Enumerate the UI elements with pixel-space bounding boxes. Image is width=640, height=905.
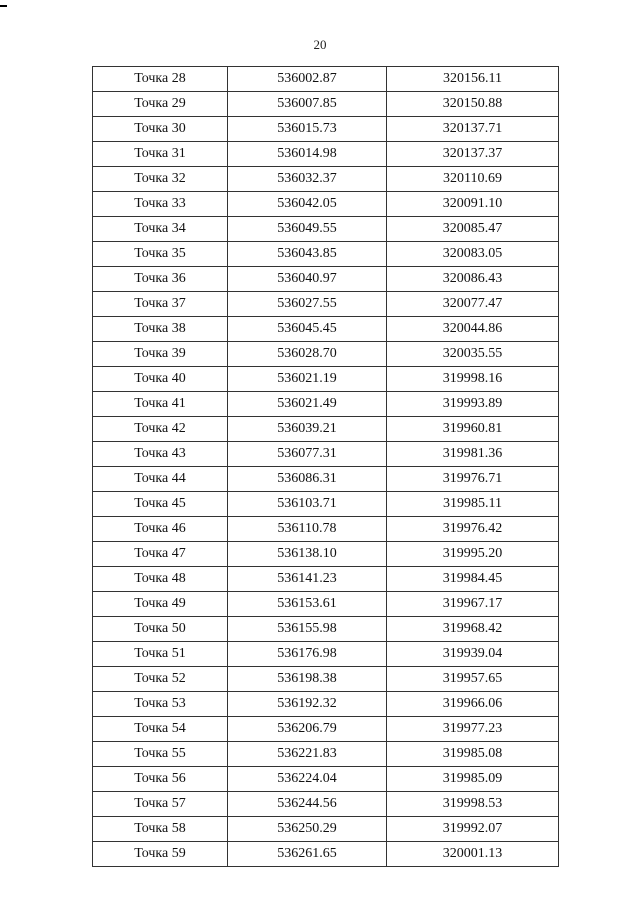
- point-name-cell: Точка 46: [93, 517, 228, 542]
- y-coordinate-cell: 320044.86: [387, 317, 559, 342]
- table-row: [93, 542, 559, 567]
- x-coordinate-cell: 536002.87: [228, 67, 387, 92]
- table-row: [93, 617, 559, 642]
- x-coordinate-cell: 536141.23: [228, 567, 387, 592]
- y-coordinate-cell: 319976.71: [387, 467, 559, 492]
- point-name-cell: Точка 44: [93, 467, 228, 492]
- y-coordinate-cell: 320035.55: [387, 342, 559, 367]
- x-coordinate-cell: 536176.98: [228, 642, 387, 667]
- table-row: [93, 367, 559, 392]
- point-name-cell: Точка 59: [93, 842, 228, 867]
- y-coordinate-cell: 320150.88: [387, 92, 559, 117]
- x-coordinate-cell: 536027.55: [228, 292, 387, 317]
- point-name-cell: Точка 43: [93, 442, 228, 467]
- y-coordinate-cell: 319981.36: [387, 442, 559, 467]
- table-row: [93, 242, 559, 267]
- y-coordinate-cell: 320083.05: [387, 242, 559, 267]
- table-row: [93, 792, 559, 817]
- point-name-cell: Точка 52: [93, 667, 228, 692]
- table-row: [93, 642, 559, 667]
- point-name-cell: Точка 54: [93, 717, 228, 742]
- x-coordinate-cell: 536224.04: [228, 767, 387, 792]
- y-coordinate-cell: 319977.23: [387, 717, 559, 742]
- point-name-cell: Точка 31: [93, 142, 228, 167]
- table-row: [93, 517, 559, 542]
- point-name-cell: Точка 41: [93, 392, 228, 417]
- table-row: [93, 592, 559, 617]
- point-name-cell: Точка 50: [93, 617, 228, 642]
- y-coordinate-cell: 320156.11: [387, 67, 559, 92]
- table-row: [93, 567, 559, 592]
- y-coordinate-cell: 319985.09: [387, 767, 559, 792]
- y-coordinate-cell: 319960.81: [387, 417, 559, 442]
- y-coordinate-cell: 319939.04: [387, 642, 559, 667]
- y-coordinate-cell: 320086.43: [387, 267, 559, 292]
- table-row: [93, 292, 559, 317]
- table-row: [93, 442, 559, 467]
- point-name-cell: Точка 32: [93, 167, 228, 192]
- x-coordinate-cell: 536221.83: [228, 742, 387, 767]
- point-name-cell: Точка 37: [93, 292, 228, 317]
- point-name-cell: Точка 57: [93, 792, 228, 817]
- point-name-cell: Точка 29: [93, 92, 228, 117]
- point-name-cell: Точка 40: [93, 367, 228, 392]
- point-name-cell: Точка 39: [93, 342, 228, 367]
- table-row: [93, 717, 559, 742]
- point-name-cell: Точка 42: [93, 417, 228, 442]
- x-coordinate-cell: 536103.71: [228, 492, 387, 517]
- x-coordinate-cell: 536261.65: [228, 842, 387, 867]
- point-name-cell: Точка 28: [93, 67, 228, 92]
- point-name-cell: Точка 55: [93, 742, 228, 767]
- point-name-cell: Точка 38: [93, 317, 228, 342]
- y-coordinate-cell: 319957.65: [387, 667, 559, 692]
- table-row: [93, 742, 559, 767]
- table-row: [93, 167, 559, 192]
- x-coordinate-cell: 536045.45: [228, 317, 387, 342]
- y-coordinate-cell: 319967.17: [387, 592, 559, 617]
- y-coordinate-cell: 319998.53: [387, 792, 559, 817]
- table-row: [93, 192, 559, 217]
- page-number: 20: [313, 37, 327, 52]
- coordinates-table: [92, 66, 559, 867]
- table-row: [93, 317, 559, 342]
- y-coordinate-cell: 319984.45: [387, 567, 559, 592]
- point-name-cell: Точка 33: [93, 192, 228, 217]
- scan-corner-mark: [0, 5, 7, 7]
- x-coordinate-cell: 536110.78: [228, 517, 387, 542]
- point-name-cell: Точка 45: [93, 492, 228, 517]
- table-row: [93, 417, 559, 442]
- point-name-cell: Точка 49: [93, 592, 228, 617]
- table-row: [93, 267, 559, 292]
- x-coordinate-cell: 536007.85: [228, 92, 387, 117]
- coordinates-table-body: [93, 67, 559, 867]
- point-name-cell: Точка 53: [93, 692, 228, 717]
- x-coordinate-cell: 536021.49: [228, 392, 387, 417]
- point-name-cell: Точка 34: [93, 217, 228, 242]
- y-coordinate-cell: 320137.71: [387, 117, 559, 142]
- table-row: [93, 692, 559, 717]
- table-row: [93, 142, 559, 167]
- y-coordinate-cell: 319976.42: [387, 517, 559, 542]
- x-coordinate-cell: 536250.29: [228, 817, 387, 842]
- y-coordinate-cell: 319966.06: [387, 692, 559, 717]
- point-name-cell: Точка 56: [93, 767, 228, 792]
- y-coordinate-cell: 319968.42: [387, 617, 559, 642]
- x-coordinate-cell: 536042.05: [228, 192, 387, 217]
- x-coordinate-cell: 536032.37: [228, 167, 387, 192]
- x-coordinate-cell: 536049.55: [228, 217, 387, 242]
- point-name-cell: Точка 35: [93, 242, 228, 267]
- y-coordinate-cell: 320077.47: [387, 292, 559, 317]
- x-coordinate-cell: 536021.19: [228, 367, 387, 392]
- y-coordinate-cell: 319993.89: [387, 392, 559, 417]
- y-coordinate-cell: 319995.20: [387, 542, 559, 567]
- y-coordinate-cell: 319998.16: [387, 367, 559, 392]
- y-coordinate-cell: 320001.13: [387, 842, 559, 867]
- x-coordinate-cell: 536192.32: [228, 692, 387, 717]
- table-row: [93, 392, 559, 417]
- table-row: [93, 842, 559, 867]
- y-coordinate-cell: 320110.69: [387, 167, 559, 192]
- point-name-cell: Точка 58: [93, 817, 228, 842]
- y-coordinate-cell: 319985.08: [387, 742, 559, 767]
- y-coordinate-cell: 319985.11: [387, 492, 559, 517]
- x-coordinate-cell: 536198.38: [228, 667, 387, 692]
- x-coordinate-cell: 536028.70: [228, 342, 387, 367]
- x-coordinate-cell: 536040.97: [228, 267, 387, 292]
- x-coordinate-cell: 536138.10: [228, 542, 387, 567]
- point-name-cell: Точка 51: [93, 642, 228, 667]
- y-coordinate-cell: 320137.37: [387, 142, 559, 167]
- table-row: [93, 342, 559, 367]
- table-row: [93, 667, 559, 692]
- table-row: [93, 817, 559, 842]
- x-coordinate-cell: 536043.85: [228, 242, 387, 267]
- table-row: [93, 492, 559, 517]
- x-coordinate-cell: 536014.98: [228, 142, 387, 167]
- x-coordinate-cell: 536015.73: [228, 117, 387, 142]
- point-name-cell: Точка 47: [93, 542, 228, 567]
- point-name-cell: Точка 30: [93, 117, 228, 142]
- table-row: [93, 767, 559, 792]
- table-row: [93, 117, 559, 142]
- x-coordinate-cell: 536155.98: [228, 617, 387, 642]
- y-coordinate-cell: 320091.10: [387, 192, 559, 217]
- x-coordinate-cell: 536244.56: [228, 792, 387, 817]
- table-row: [93, 92, 559, 117]
- x-coordinate-cell: 536086.31: [228, 467, 387, 492]
- table-row: [93, 467, 559, 492]
- x-coordinate-cell: 536206.79: [228, 717, 387, 742]
- x-coordinate-cell: 536039.21: [228, 417, 387, 442]
- point-name-cell: Точка 48: [93, 567, 228, 592]
- table-row: [93, 217, 559, 242]
- y-coordinate-cell: 320085.47: [387, 217, 559, 242]
- y-coordinate-cell: 319992.07: [387, 817, 559, 842]
- table-row: [93, 67, 559, 92]
- x-coordinate-cell: 536077.31: [228, 442, 387, 467]
- point-name-cell: Точка 36: [93, 267, 228, 292]
- x-coordinate-cell: 536153.61: [228, 592, 387, 617]
